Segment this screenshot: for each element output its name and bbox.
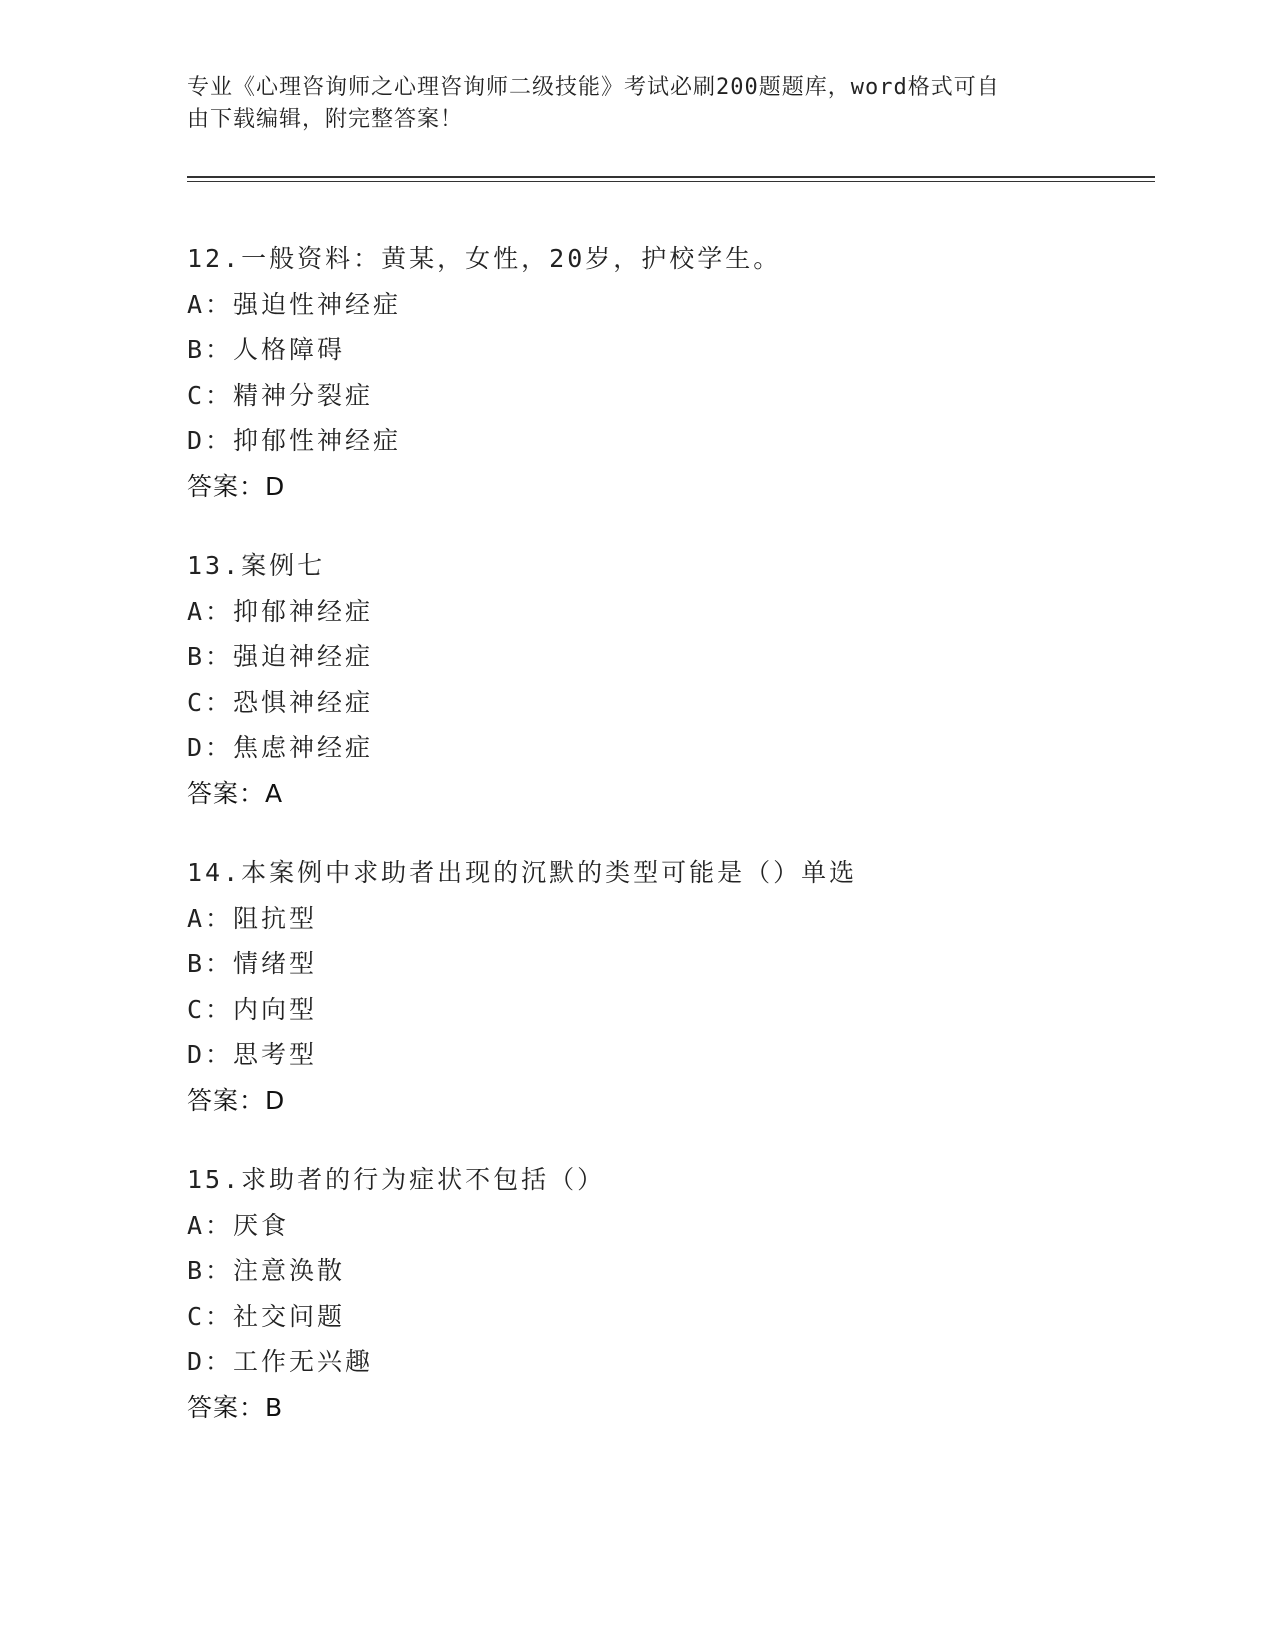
header-line-2: 由下载编辑，附完整答案！ — [187, 107, 464, 132]
option-b: B：强迫神经症 — [187, 642, 374, 671]
question-15 — [187, 1157, 1155, 1430]
option-d: D：焦虑神经症 — [187, 733, 374, 762]
option-a: A：强迫性神经症 — [187, 289, 402, 319]
option-d: D：抑郁性神经症 — [187, 426, 402, 455]
option-c: C：精神分裂症 — [187, 380, 374, 410]
header-divider — [187, 176, 1155, 182]
question-stem: 14.本案例中求助者出现的沉默的类型可能是（）单选 — [187, 858, 858, 887]
question-14 — [187, 850, 1155, 1123]
question-stem: 13.案例七 — [187, 551, 326, 580]
option-d: D：思考型 — [187, 1040, 318, 1069]
option-a: A：阻抗型 — [187, 903, 318, 933]
header-line-1: 专业《心理咨询师之心理咨询师二级技能》考试必刷200题题库，word格式可自 — [187, 75, 1000, 100]
option-b: B：人格障碍 — [187, 335, 346, 364]
option-a: A：抑郁神经症 — [187, 596, 374, 626]
option-b: B：注意涣散 — [187, 1256, 346, 1285]
option-b: B：情绪型 — [187, 949, 318, 978]
question-12 — [187, 236, 1155, 509]
question-list — [187, 236, 1155, 1464]
option-c: C：内向型 — [187, 994, 318, 1024]
answer-line: 答案：B — [187, 1392, 284, 1422]
document-header — [187, 72, 1067, 136]
question-13 — [187, 543, 1155, 816]
question-stem: 12.一般资料：黄某，女性，20岁，护校学生。 — [187, 244, 782, 273]
answer-line: 答案：A — [187, 778, 284, 808]
answer-line: 答案：D — [187, 1085, 286, 1115]
option-d: D：工作无兴趣 — [187, 1347, 374, 1376]
answer-line: 答案：D — [187, 471, 286, 501]
question-stem: 15.求助者的行为症状不包括（） — [187, 1165, 606, 1194]
option-a: A：厌食 — [187, 1210, 290, 1240]
option-c: C：社交问题 — [187, 1301, 346, 1331]
option-c: C：恐惧神经症 — [187, 687, 374, 717]
